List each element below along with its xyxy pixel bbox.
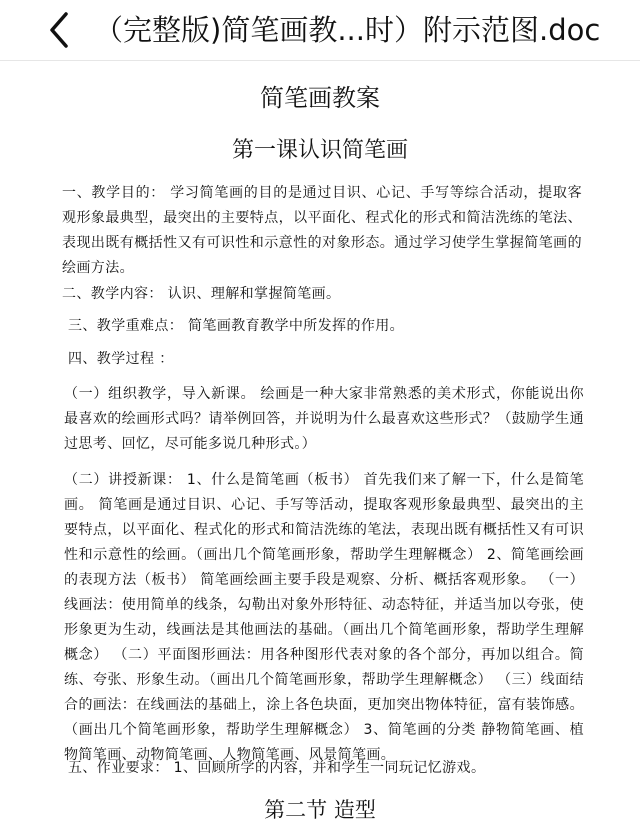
next-section-title: 第二节 造型	[264, 798, 376, 822]
paragraph-homework: 五、作业要求： 1、回顾所学的内容，并和学生一同玩记忆游戏。	[68, 760, 486, 776]
back-button[interactable]	[40, 10, 80, 50]
document-heading: 简笔画教案	[260, 84, 380, 112]
paragraph-organize-class: （一）组织教学，导入新课。 绘画是一种大家非常熟悉的美术形式，你能说出你最喜欢的绘画形式吗？请举例回答，并说明为什么最喜欢这些形式？（鼓励学生通过思考、回忆，尽可能多说几种形式。）	[64, 386, 584, 452]
paragraph-content: 二、教学内容： 认识、理解和掌握简笔画。	[62, 286, 341, 302]
paragraph-objectives: 一、教学目的： 学习简笔画的目的是通过目识、心记、手写等综合活动，提取客观形象最典型，最突出的主要特点，以平面化、程式化的形式和简洁洗练的笔法、表现出既有概括性又有可识性和示意性的对象形态。通过学习使学生掌握简笔画的绘画方法。	[62, 185, 582, 276]
paragraph-process-heading: 四、教学过程 ：	[68, 351, 174, 367]
document-title: （完整版)简笔画教...时）附示范图.doc	[94, 13, 601, 47]
chevron-left-icon	[40, 10, 80, 50]
document-view[interactable]	[0, 60, 640, 822]
lesson-title: 第一课认识简笔画	[231, 138, 408, 163]
paragraph-new-lesson: （二）讲授新课： 1、什么是简笔画（板书） 首先我们来了解一下，什么是简笔画。 简笔画是通过目识、心记、手写等活动，提取客观形象最典型、最突出的主要特点，以平面化、程式化的形式和简洁洗练的笔法，表现出既有概括性又有可识性和示意性的绘画。（画出几个简笔画形象，帮助学生理解概念） 2、简笔画绘画的表现方法（板书） 简笔画绘画主要手段是观察、分析、概括客观形象。 （一）线画法：使用简单的线条，勾勒出对象外形特征、动态特征，并适当加以夸张，使形象更为生动，线画法是其他画法的基础。（画出几个简笔画形象，帮助学生理解概念） （二）平面图形画法：用各种图形代表对象的各个部分，再加以组合。简练、夸张、形象生动。（画出几个简笔画形象，帮助学生理解概念） （三）线面结合的画法：在线画法的基础上，涂上各色块面，更加突出物体特征，富有装饰感。（画出几个简笔画形象，帮助学生理解概念） 3、简笔画的分类 静物简笔画、植物简笔画、动物简笔画、人物简笔画、风景简笔画。	[64, 472, 584, 763]
paragraph-key-points: 三、教学重难点： 简笔画教育教学中所发挥的作用。	[68, 318, 405, 334]
top-bar	[0, 0, 640, 61]
